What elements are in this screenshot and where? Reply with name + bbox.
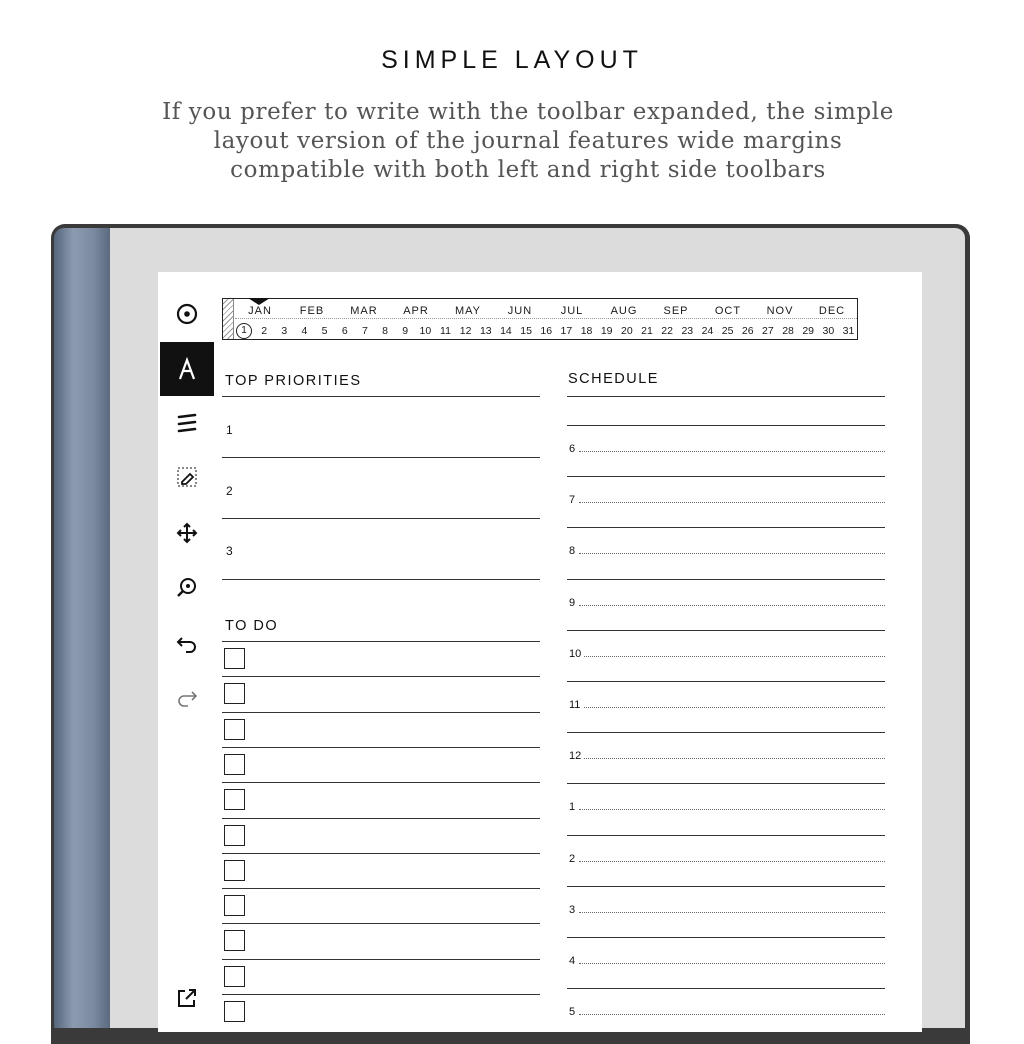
- timeline-day[interactable]: 11: [440, 325, 451, 337]
- lines-icon[interactable]: [160, 396, 214, 450]
- page-title: SIMPLE LAYOUT: [381, 46, 643, 74]
- todo-checkbox[interactable]: [224, 683, 245, 704]
- timeline-day[interactable]: 22: [661, 325, 673, 337]
- timeline-day[interactable]: 1: [236, 323, 252, 339]
- timeline-day[interactable]: 30: [822, 325, 835, 337]
- priority-line[interactable]: [222, 457, 540, 458]
- timeline-day[interactable]: 18: [580, 325, 593, 337]
- priority-number: 3: [226, 544, 233, 558]
- todo-line[interactable]: [222, 818, 540, 819]
- timeline-day[interactable]: 28: [782, 325, 794, 337]
- schedule-hour: 6: [569, 443, 576, 455]
- timeline-day[interactable]: 31: [842, 325, 855, 337]
- schedule-line[interactable]: [567, 630, 885, 631]
- priority-line[interactable]: [222, 579, 540, 580]
- schedule-hour: 4: [569, 955, 576, 967]
- subtitle-line: compatible with both left and right side toolbars: [230, 157, 826, 183]
- schedule-hour: 2: [569, 852, 576, 865]
- schedule-hour: 9: [569, 596, 576, 609]
- schedule-line[interactable]: [567, 681, 885, 682]
- todo-line[interactable]: [222, 994, 540, 995]
- timeline-month[interactable]: NOV: [766, 305, 794, 317]
- subtitle-line: If you prefer to write with the toolbar expanded, the simple: [162, 99, 894, 125]
- timeline-month[interactable]: MAY: [454, 305, 482, 317]
- timeline-month[interactable]: DEC: [818, 305, 846, 317]
- schedule-line[interactable]: [567, 732, 885, 733]
- zoom-icon[interactable]: [160, 560, 214, 614]
- schedule-half-hour-line[interactable]: [584, 656, 885, 657]
- redo-icon[interactable]: [160, 670, 214, 724]
- timeline-month[interactable]: MAR: [350, 305, 378, 317]
- page-subtitle: [140, 98, 916, 185]
- selected-month-marker: [248, 298, 270, 305]
- todo-checkbox[interactable]: [224, 1001, 245, 1022]
- schedule-half-hour-line[interactable]: [584, 707, 885, 708]
- heading-rule: [222, 396, 540, 397]
- schedule-half-hour-line[interactable]: [579, 861, 885, 862]
- todo-line[interactable]: [222, 641, 540, 642]
- timeline-day[interactable]: 6: [341, 325, 348, 337]
- todo-line[interactable]: [222, 853, 540, 854]
- schedule-half-hour-line[interactable]: [579, 912, 885, 913]
- priority-number: 2: [226, 484, 233, 498]
- timeline-day[interactable]: 23: [681, 325, 694, 337]
- schedule-hour: 10: [569, 647, 582, 660]
- timeline-day[interactable]: 13: [479, 325, 492, 337]
- schedule-line[interactable]: [567, 988, 885, 989]
- timeline-month[interactable]: JUN: [507, 305, 533, 317]
- priority-line[interactable]: [222, 518, 540, 519]
- schedule-half-hour-line[interactable]: [579, 451, 885, 452]
- schedule-half-hour-line[interactable]: [579, 1014, 885, 1015]
- timeline-day[interactable]: 3: [281, 325, 288, 337]
- schedule-line[interactable]: [567, 835, 885, 836]
- todo-checkbox[interactable]: [224, 930, 245, 951]
- priority-number: 1: [226, 423, 233, 437]
- schedule-hour: 8: [569, 545, 576, 558]
- todo-checkbox[interactable]: [224, 789, 245, 810]
- todo-line[interactable]: [222, 888, 540, 889]
- todo-line[interactable]: [222, 923, 540, 924]
- timeline-day[interactable]: 10: [419, 325, 432, 337]
- timeline-day[interactable]: 9: [402, 325, 409, 337]
- timeline-day[interactable]: 21: [641, 325, 653, 337]
- todo-line[interactable]: [222, 747, 540, 748]
- schedule-heading: SCHEDULE: [568, 371, 659, 387]
- schedule-hour: 1: [569, 801, 576, 814]
- timeline-day[interactable]: 17: [560, 325, 573, 337]
- timeline-day[interactable]: 26: [741, 325, 754, 337]
- undo-icon[interactable]: [160, 616, 214, 670]
- schedule-half-hour-line[interactable]: [579, 553, 885, 554]
- schedule-hour: 11: [569, 699, 581, 711]
- timeline-month[interactable]: JAN: [248, 305, 272, 317]
- timeline-day[interactable]: 20: [621, 325, 633, 337]
- todo-checkbox[interactable]: [224, 860, 245, 881]
- date-timeline: [222, 298, 858, 340]
- timeline-day[interactable]: 4: [301, 325, 308, 337]
- timeline-day[interactable]: 2: [261, 325, 268, 337]
- schedule-line[interactable]: [567, 425, 885, 426]
- timeline-day[interactable]: 8: [382, 325, 388, 337]
- todo-checkbox[interactable]: [224, 966, 245, 987]
- schedule-line[interactable]: [567, 886, 885, 887]
- timeline-day[interactable]: 15: [520, 325, 532, 337]
- timeline-month[interactable]: OCT: [714, 305, 742, 317]
- timeline-day[interactable]: 16: [540, 325, 553, 337]
- heading-rule: [567, 396, 885, 397]
- timeline-month[interactable]: FEB: [299, 305, 325, 317]
- todo-checkbox[interactable]: [224, 825, 245, 846]
- tablet-bezel: [54, 228, 110, 1028]
- menu-circle-icon[interactable]: [160, 287, 214, 341]
- todo-checkbox[interactable]: [224, 754, 245, 775]
- timeline-month[interactable]: AUG: [610, 305, 638, 317]
- pen-tool-icon[interactable]: [160, 342, 214, 396]
- timeline-day[interactable]: 19: [600, 325, 613, 337]
- top-priorities-heading: TOP PRIORITIES: [225, 373, 362, 389]
- subtitle-line: layout version of the journal features wide margins: [213, 128, 843, 154]
- move-icon[interactable]: [160, 506, 214, 560]
- schedule-hour: 3: [569, 903, 576, 916]
- timeline-cap: [223, 299, 234, 339]
- todo-line[interactable]: [222, 782, 540, 783]
- schedule-hour: 12: [569, 750, 582, 763]
- todo-line[interactable]: [222, 959, 540, 960]
- todo-line[interactable]: [222, 676, 540, 677]
- schedule-hour: 5: [569, 1006, 576, 1019]
- todo-checkbox[interactable]: [224, 648, 245, 669]
- timeline-day[interactable]: 7: [361, 325, 368, 337]
- timeline-day[interactable]: 27: [762, 325, 774, 337]
- schedule-line[interactable]: [567, 476, 885, 477]
- timeline-divider: [235, 318, 857, 319]
- schedule-line[interactable]: [567, 783, 885, 784]
- todo-heading: TO DO: [225, 618, 279, 634]
- todo-checkbox[interactable]: [224, 895, 245, 916]
- schedule-line[interactable]: [567, 527, 885, 528]
- schedule-half-hour-line[interactable]: [584, 758, 885, 759]
- todo-line[interactable]: [222, 712, 540, 713]
- schedule-half-hour-line[interactable]: [579, 809, 885, 810]
- timeline-day[interactable]: 5: [321, 325, 328, 337]
- timeline-month[interactable]: SEP: [663, 305, 689, 317]
- schedule-half-hour-line[interactable]: [579, 502, 885, 503]
- timeline-day[interactable]: 12: [459, 325, 472, 337]
- schedule-hour: 7: [569, 494, 576, 507]
- todo-checkbox[interactable]: [224, 719, 245, 740]
- timeline-day[interactable]: 24: [701, 325, 714, 337]
- timeline-day[interactable]: 29: [802, 325, 815, 337]
- timeline-month[interactable]: JUL: [560, 305, 584, 317]
- schedule-half-hour-line[interactable]: [579, 963, 885, 964]
- side-toolbar: [160, 290, 214, 1030]
- schedule-line[interactable]: [567, 579, 885, 580]
- export-icon[interactable]: [160, 971, 214, 1025]
- schedule-line[interactable]: [567, 937, 885, 938]
- schedule-half-hour-line[interactable]: [579, 605, 885, 606]
- timeline-day[interactable]: 25: [721, 325, 734, 337]
- eraser-icon[interactable]: [160, 450, 214, 504]
- timeline-month[interactable]: APR: [403, 305, 429, 317]
- timeline-day[interactable]: 14: [500, 325, 512, 337]
